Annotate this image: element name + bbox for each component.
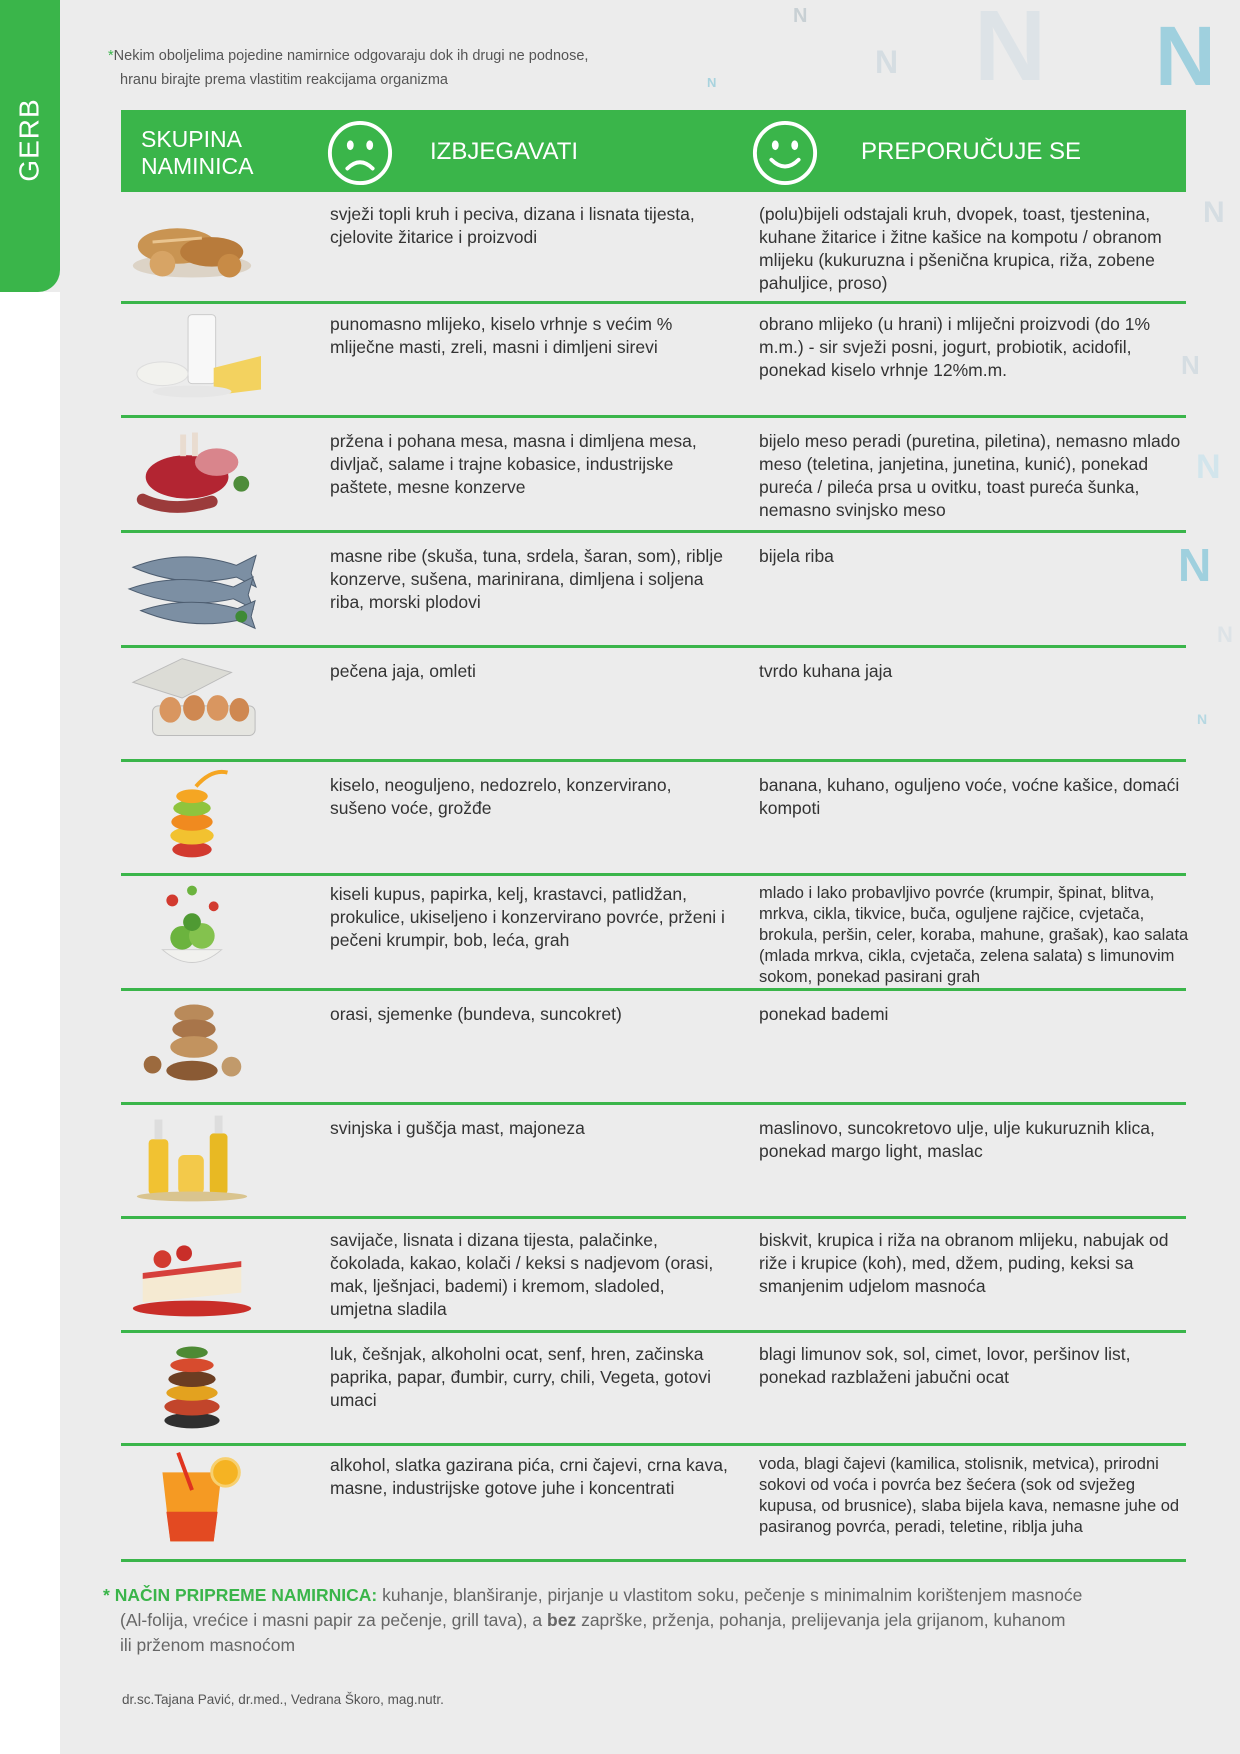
table-row [121,1105,1186,1219]
row-recommend-text: maslinovo, suncokretovo ulje, ulje kukuruznih klica, ponekad margo light, maslac [759,1118,1155,1161]
preparation-note [103,1583,1143,1658]
preparation-text-4: ili prženom masnoćom [120,1635,296,1655]
row-recommend-text: bijela riba [759,546,834,566]
happy-face-icon [751,119,819,187]
side-tab-label: GERB [14,98,46,182]
note-line-2: hranu birajte prema vlastitim reakcijama organizma [120,72,448,88]
decor-letter: N [793,5,808,27]
decor-letter: N [1203,196,1225,229]
table-row [121,1333,1186,1446]
vegetables-icon [123,880,261,976]
left-gutter [0,292,60,1754]
row-avoid-text: luk, češnjak, alkoholni ocat, senf, hren, začinska paprika, papar, đumbir, curry, chili, Vegeta, gotovi umaci [330,1344,711,1410]
drink-icon [123,1450,261,1546]
header-food-group-line2: NAMINICA [141,153,254,179]
decor-letter: N [974,0,1047,102]
eggs-icon [123,652,261,748]
row-recommend-text: tvrdo kuhana jaja [759,661,893,681]
decor-letter: N [1155,9,1216,103]
row-avoid-text: pečena jaja, omleti [330,661,476,681]
row-avoid-text: pržena i pohana mesa, masna i dimljena mesa, divljač, salame i trajne kobasice, industrijske paštete, mesne konzerve [330,431,697,497]
table-row [121,418,1186,533]
decor-letter: N [1178,539,1212,591]
fruit-icon [123,766,261,862]
table-header [121,110,1186,192]
note-asterisk: * [108,48,114,64]
row-avoid-text: svježi topli kruh i peciva, dizana i lisnata tijesta, cjelovite žitarice i proizvodi [330,204,695,247]
table-row [121,304,1186,418]
meat-icon [123,422,261,518]
preparation-asterisk: * [103,1585,110,1605]
oil-icon [123,1109,261,1205]
row-recommend-text: voda, blagi čajevi (kamilica, stolisnik, metvica), prirodni sokovi od voća i povrća bez šećera (sok od svježeg kupusa, od brusnice), slaba bijela kava, nemasne juhe od pasiranog povrća, peradi, teletine, riblja juha [759,1455,1180,1536]
dessert-icon [123,1223,261,1319]
table-row [121,1446,1186,1562]
table-row [121,192,1186,304]
row-recommend-text: bijelo meso peradi (puretina, piletina), nemasno mlado meso (teletina, janjetina, junetina, kunić), ponekad pureća / pileća prsa u ovitku, toast pureća šunka, nemasno svinjsko meso [759,431,1181,520]
row-recommend-text: biskvit, krupica i riža na obranom mlijeku, nabujak od riže i krupice (koh), med, džem, puding, keksi sa smanjenim udjelom masnoća [759,1230,1169,1296]
food-table [121,192,1189,1562]
preparation-bold: bez [547,1610,577,1630]
row-recommend-text: blagi limunov sok, sol, cimet, lovor, peršinov list, ponekad razblaženi jabučni ocat [759,1344,1131,1387]
side-tab [0,0,60,292]
table-row [121,648,1186,762]
decor-letter: N [1196,448,1221,486]
header-food-group-line1: SKUPINA [141,126,242,152]
bread-icon [123,196,261,292]
header-food-group [141,126,253,180]
table-row [121,1219,1186,1333]
decor-letter: N [1181,350,1200,380]
nuts-icon [123,995,261,1091]
decor-letter: N [1217,622,1233,647]
preparation-label: NAČIN PRIPREME NAMIRNICA: [114,1585,378,1605]
row-avoid-text: masne ribe (skuša, tuna, srdela, šaran, som), riblje konzerve, sušena, marinirana, dimljena i soljena riba, morski plodovi [330,546,723,612]
row-avoid-text: savijače, lisnata i dizana tijesta, palačinke, čokolada, kakao, kolači / keksi s nadjevom (orasi, mak, lješnjaci, bademi) i kremom, sladoled, umjetna sladila [330,1230,714,1319]
row-recommend-text: (polu)bijeli odstajali kruh, dvopek, toast, tjestenina, kuhane žitarice i žitne kašice na kompotu / obranom mlijeku (kukuruzna i pšenična krupica, riža, zobene pahuljice, proso) [759,204,1162,293]
fish-icon [123,537,261,633]
row-recommend-text: obrano mlijeko (u hrani) i mliječni proizvodi (do 1% m.m.) - sir svježi posni, jogurt, probiotik, acidofil, ponekad kiselo vrhnje 12%m.m. [759,314,1150,380]
decor-letter: N [1197,711,1208,727]
decor-letter: N [875,44,899,80]
authors: dr.sc.Tajana Pavić, dr.med., Vedrana Škoro, mag.nutr. [122,1692,444,1707]
preparation-text-3: zaprške, prženja, pohanja, prelijevanja jela grijanom, kuhanom [581,1610,1066,1630]
header-recommended: PREPORUČUJE SE [861,138,1082,165]
row-recommend-text: banana, kuhano, oguljeno voće, voćne kašice, domaći kompoti [759,775,1180,818]
preparation-text-2: (Al-folija, vrećice i masni papir za pečenje, grill tava), a [120,1610,543,1630]
table-row [121,533,1186,648]
row-recommend-text: ponekad bademi [759,1004,889,1024]
row-avoid-text: orasi, sjemenke (bundeva, suncokret) [330,1004,622,1024]
row-avoid-text: kiseli kupus, papirka, kelj, krastavci, patlidžan, prokulice, ukiseljeno i konzervirano povrće, prženi i pečeni krumpir, bob, leća, grah [330,884,725,950]
spices-icon [123,1337,261,1433]
table-row [121,991,1186,1105]
intro-note [108,44,588,92]
sad-face-icon [326,119,394,187]
row-avoid-text: alkohol, slatka gazirana pića, crni čajevi, crna kava, masne, industrijske gotove juhe i koncentrati [330,1455,728,1498]
row-avoid-text: punomasno mlijeko, kiselo vrhnje s većim % mliječne masti, zreli, masni i dimljeni sirevi [330,314,673,357]
note-line-1: Nekim oboljelima pojedine namirnice odgovaraju dok ih drugi ne podnose, [113,48,589,64]
header-avoid: IZBJEGAVATI [430,138,579,165]
table-row [121,876,1189,991]
row-avoid-text: kiselo, neoguljeno, nedozrelo, konzervirano, sušeno voće, grožđe [330,775,672,818]
dairy-icon [123,308,261,404]
row-avoid-text: svinjska i guščja mast, majoneza [330,1118,585,1138]
table-row [121,762,1186,876]
decor-letter: N [707,75,717,90]
preparation-text-1: kuhanje, blanširanje, pirjanje u vlastitom soku, pečenje s minimalnim korištenjem masnoće [382,1585,1083,1605]
row-recommend-text: mlado i lako probavljivo povrće (krumpir, špinat, blitva, mrkva, cikla, tikvice, buča, oguljene rajčice, cvjetača, brokula, peršin, celer, koraba, mahune, grašak), kao salata (mlada mrkva, cikla, cvjetača, zelena salata) s limunovim sokom, ponekad pasirani grah [759,884,1189,986]
